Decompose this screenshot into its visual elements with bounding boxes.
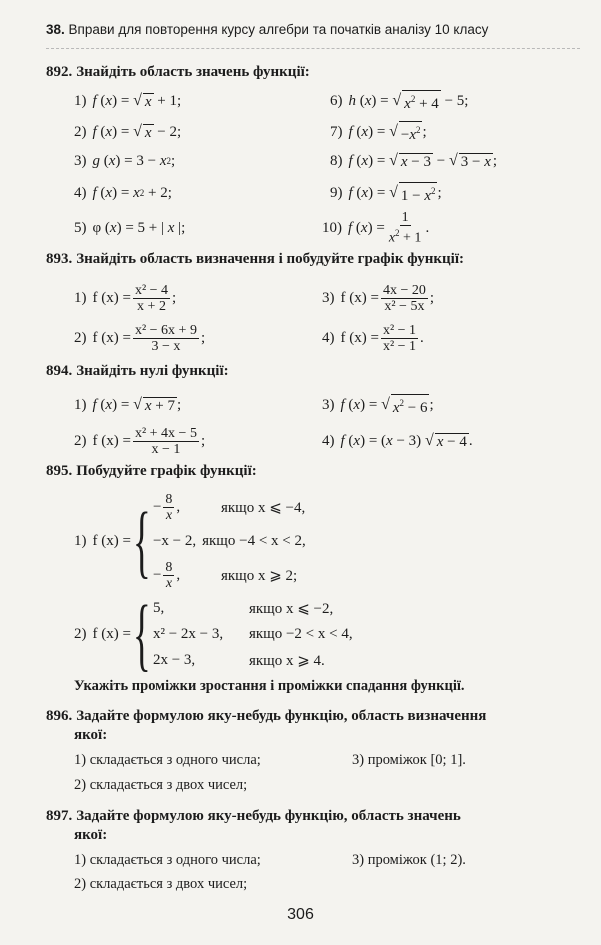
problem-897-text-cont: якої: <box>74 827 108 843</box>
p892-item-5: 5) φ ( x ) = 5 + | x |; <box>74 219 186 236</box>
p892-item-9: 9) f ( x ) = √ $1 - x^2$ ; <box>330 184 442 204</box>
problem-text: Знайдіть область значень функції: <box>76 64 310 80</box>
p892-item-3: 3) g ( x ) = 3 − x 2 ; <box>74 152 176 169</box>
problem-text: Знайдіть нулі функції: <box>76 363 229 379</box>
p892-item-10: 10) f ( x ) = $\frac{1}{x^2 + 1}$ . <box>322 210 430 246</box>
p896-item-3: 3) проміжок [0; 1]. <box>352 752 466 768</box>
problem-897-heading <box>46 808 461 825</box>
section-number: 38. <box>46 22 65 37</box>
case-row: 2x − 3, якщо x ⩾ 4. <box>152 651 325 669</box>
problem-number: 896. <box>46 708 73 724</box>
p892-item-2: 2) f ( x ) = √ x − 2; <box>74 123 182 141</box>
problem-896-heading <box>46 708 486 725</box>
p893-item-3: 3) f (x) = $\frac{4x - 20}{\text{x² − 5x}}$ ; <box>322 282 435 314</box>
problem-number: 892. <box>46 64 73 80</box>
left-brace: { <box>132 588 151 679</box>
p894-item-2: 2) f (x) = $\frac{\text{x² + 4x − 5}}{x - 1}$ ; <box>74 425 206 457</box>
p893-item-1: 1) f (x) = $\frac{\text{x² − 4}}{x + 2}$ ; <box>74 282 177 314</box>
case-row: − $\frac{8}{x}$ , якщо x ⩾ 2; <box>152 559 298 591</box>
p893-item-4: 4) f (x) = $\frac{\text{x² − 1}}{\text{x² − 1}}$ . <box>322 322 424 354</box>
p897-item-2: 2) складається з двох чисел; <box>74 876 248 892</box>
running-header <box>46 22 580 49</box>
page-number: 306 <box>287 906 314 923</box>
p893-item-2: 2) f (x) = $\frac{\text{x² − 6x + 9}}{3 - x}$ ; <box>74 322 206 354</box>
problem-text: Задайте формулою яку-небудь функцію, область значень <box>76 808 461 824</box>
p897-item-1: 1) складається з одного числа; <box>74 852 261 868</box>
p892-item-8: 8) f ( x ) = √ x − 3 − √ 3 − x ; <box>330 152 498 170</box>
problem-895-heading <box>46 463 257 480</box>
case-row: 5, якщо x ⩽ −2, <box>152 599 334 617</box>
problem-text: Задайте формулою яку-небудь функцію, область визначення <box>76 708 487 724</box>
problem-text: Знайдіть область визначення і побудуйте графік функції: <box>76 251 464 267</box>
case-row: x² − 2x − 3, якщо −2 < x < 4, <box>152 625 353 642</box>
problem-number: 894. <box>46 363 73 379</box>
p895-system-1: 1) f (x) = { − $\frac{8}{x}$ , якщо x ⩽ −4, −x − 2, якщо −4 < x < 2, − $\frac{8}{x}$ , якщо x ⩾ 2; <box>74 491 306 591</box>
p894-item-1: 1) f ( x ) = √ x + 7 ; <box>74 396 182 414</box>
problem-893-heading <box>46 251 464 268</box>
p896-item-2: 2) складається з двох чисел; <box>74 777 248 793</box>
p895-note: Укажіть проміжки зростання і проміжки спадання функції. <box>74 678 465 694</box>
p892-item-6: 6) h ( x ) = √ $x^2 + 4$ − 5; <box>330 92 469 112</box>
p892-item-4: 4) f ( x ) = x 2 + 2; <box>74 184 172 201</box>
p894-item-4: 4) f ( x ) = ( x − 3) √ x − 4 . <box>322 432 473 450</box>
p895-system-2: 2) f (x) = { 5, якщо x ⩽ −2, x² − 2x − 3, якщо −2 < x < 4, 2x − 3, якщо x ⩾ 4. <box>74 588 353 679</box>
left-brace: { <box>132 495 151 586</box>
p892-item-1: 1) f ( x ) = √ x + 1; <box>74 92 182 110</box>
problem-number: 897. <box>46 808 73 824</box>
p892-item-7: 7) f ( x ) = √ $-x^2$ ; <box>330 123 427 143</box>
problem-text: Побудуйте графік функції: <box>76 463 257 479</box>
problem-896-text-cont: якої: <box>74 727 108 743</box>
p896-item-1: 1) складається з одного числа; <box>74 752 261 768</box>
section-title: Вправи для повторення курсу алгебри та початків аналізу 10 класу <box>68 22 489 37</box>
p897-item-3: 3) проміжок (1; 2). <box>352 852 466 868</box>
problem-number: 895. <box>46 463 73 479</box>
problem-894-heading <box>46 363 229 380</box>
p894-item-3: 3) f ( x ) = √ $x^2 - 6$ ; <box>322 396 434 416</box>
problem-892-heading <box>46 64 310 81</box>
case-row: − $\frac{8}{x}$ , якщо x ⩽ −4, <box>152 491 306 523</box>
case-row: −x − 2, якщо −4 < x < 2, <box>152 532 306 549</box>
problem-number: 893. <box>46 251 73 267</box>
